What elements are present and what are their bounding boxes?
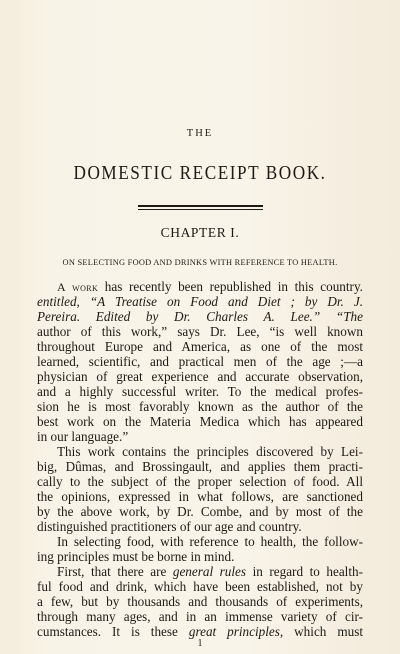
text-line: throughout Europe and America, as one of the most (37, 339, 363, 354)
text-line: best work on the Materia Medica which has appeared (37, 414, 363, 429)
text-line: sion he is most favorably known as the author of the (37, 399, 363, 414)
text-line: the opinions, expressed in what follows, are sanctioned (37, 489, 363, 504)
text-line: a few, but by thousands and thousands of experiments, (37, 594, 363, 609)
text-line: ful food and drink, which have been established, not by (37, 579, 363, 594)
text-line: ing principles must be borne in mind. (37, 549, 235, 564)
text-line: and a highly successful writer. To the medical profes- (37, 384, 363, 399)
text-line: distinguished practitioners of our age and country. (37, 519, 302, 534)
text-line: in our language.” (37, 429, 129, 444)
page-number: 1 (197, 638, 203, 649)
text-line: This work contains the principles discovered by Lei- (57, 444, 363, 459)
text-line: learned, scientific, and practical men of the age ;—a (37, 354, 363, 369)
text-line: by the above work, by Dr. Combe, and by most of the (37, 504, 363, 519)
italic-span: general rules (172, 564, 247, 579)
text-line: Pereira. Edited by Dr. Charles A. Lee.” “The (37, 309, 363, 324)
chapter-heading: CHAPTER I. (160, 225, 240, 240)
text-line: through many ages, and in an immense variety of cir- (37, 609, 363, 624)
title-rule (138, 205, 263, 207)
text-line: cally to the subject of the proper selection of food. All (37, 474, 363, 489)
text-span: which must (283, 624, 363, 639)
text-line (57, 564, 363, 579)
text-line (57, 279, 363, 295)
italic-span: great principles, (188, 624, 284, 639)
text-line (37, 624, 363, 639)
text-line: big, Dûmas, and Brossingault, and applies them practi- (37, 459, 363, 474)
text-span: cumstances. It is these (37, 624, 189, 639)
title-article: THE (186, 128, 214, 139)
text-line: entitled, “A Treatise on Food and Diet ; by Dr. J. (37, 294, 363, 309)
book-title: DOMESTIC RECEIPT BOOK. (73, 162, 327, 184)
text-span: has recently been republished in this country. (98, 279, 363, 294)
text-span: in regard to health- (246, 564, 363, 579)
text-line: In selecting food, with reference to health, the follow- (57, 534, 363, 549)
text-line: author of this work,” says Dr. Lee, “is well known (37, 324, 363, 339)
small-caps-lead: A work (57, 280, 99, 294)
text-line: physician of great experience and accurate observation, (37, 369, 363, 384)
text-span: First, that there are (57, 564, 173, 579)
chapter-subheading: ON SELECTING FOOD AND DRINKS WITH REFERENCE TO HEALTH. (62, 258, 338, 267)
